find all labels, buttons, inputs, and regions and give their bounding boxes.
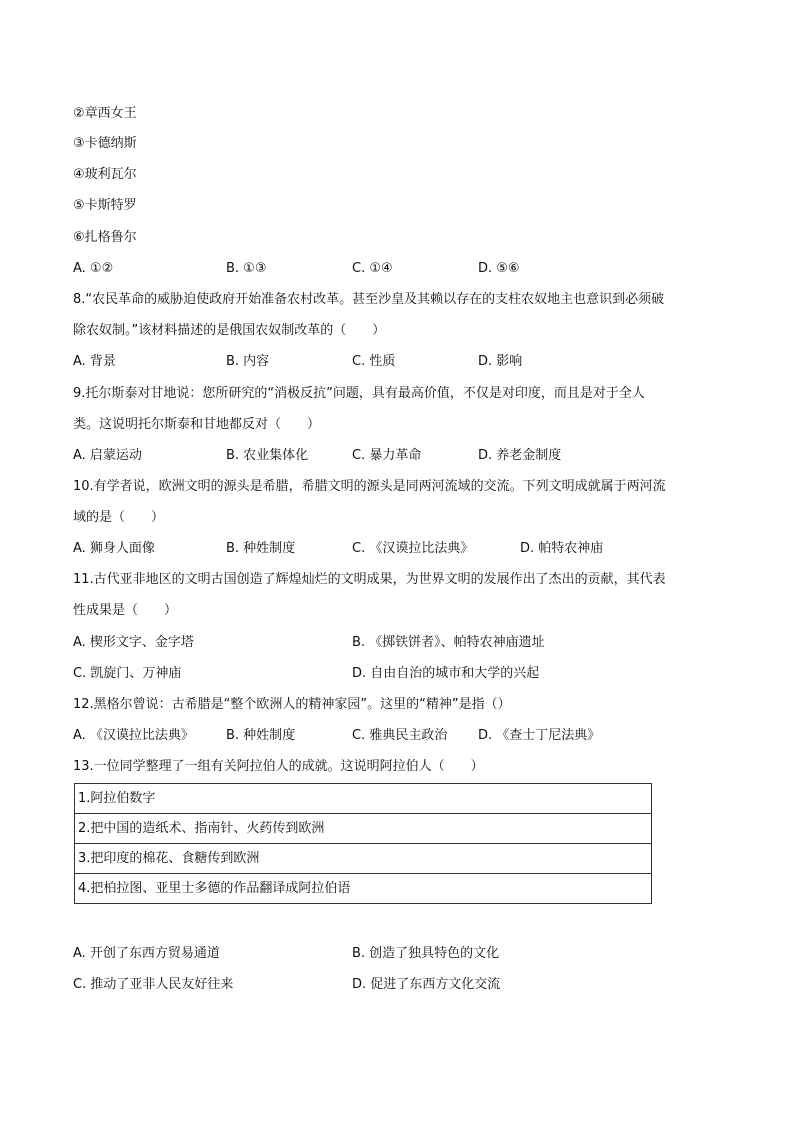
q8-option-c: C. 性质 (352, 354, 396, 369)
q10-stem-line1: 10.有学者说，欧洲文明的源头是希腊，希腊文明的源头是同两河流域的交流。下列文明成就属于两河流 (73, 479, 666, 494)
q12-option-b: B. 种姓制度 (226, 728, 296, 743)
q7-option-a: A. ①② (73, 261, 114, 276)
q8-option-a: A. 背景 (73, 354, 116, 369)
q11-stem-line2: 性成果是（ ） (73, 603, 178, 618)
table-row (75, 874, 652, 904)
q9-option-a: A. 启蒙运动 (73, 448, 142, 463)
q13-stem: 13.一位同学整理了一组有关阿拉伯人的成就。这说明阿拉伯人（ ） (73, 759, 484, 774)
q10-option-b: B. 种姓制度 (226, 541, 296, 556)
q7-item-3: ③卡德纳斯 (73, 136, 137, 151)
q11-option-b: B. 《掷铁饼者》、帕特农神庙遗址 (352, 635, 545, 650)
q10-option-a: A. 狮身人面像 (73, 541, 155, 556)
q9-stem-line2: 类。这说明托尔斯泰和甘地都反对（ ） (73, 417, 321, 432)
q11-option-d: D. 自由自治的城市和大学的兴起 (352, 666, 540, 681)
table-row (75, 814, 652, 844)
q7-option-d: D. ⑤⑥ (478, 261, 520, 276)
q7-item-6: ⑥扎格鲁尔 (73, 230, 137, 245)
q11-stem-line1: 11.古代亚非地区的文明古国创造了辉煌灿烂的文明成果，为世界文明的发展作出了杰出的贡献，其代表 (73, 572, 666, 587)
q11-option-c: C. 凯旋门、万神庙 (73, 666, 182, 681)
q8-option-b: B. 内容 (226, 354, 270, 369)
table-cell: 1.阿拉伯数字 (75, 784, 652, 814)
q9-option-d: D. 养老金制度 (478, 448, 562, 463)
q13-option-b: B. 创造了独具特色的文化 (352, 946, 500, 961)
table-cell: 3.把印度的棉花、食糖传到欧洲 (75, 844, 652, 874)
q10-stem-line2: 域的是（ ） (73, 510, 165, 525)
q7-item-4: ④玻利瓦尔 (73, 167, 137, 182)
q12-option-c: C. 雅典民主政治 (352, 728, 448, 743)
q9-stem-line1: 9.托尔斯泰对甘地说：您所研究的“消极反抗”问题，具有最高价值，不仅是对印度，而且是对于全人 (73, 386, 645, 401)
q13-achievements-table (74, 783, 652, 904)
q13-option-c: C. 推动了亚非人民友好往来 (73, 977, 234, 992)
q10-option-d: D. 帕特农神庙 (520, 541, 604, 556)
table-row (75, 844, 652, 874)
q12-option-d: D. 《查士丁尼法典》 (478, 728, 601, 743)
q7-item-2: ②章西女王 (73, 106, 137, 121)
q8-stem-line2: 除农奴制。”该材料描述的是俄国农奴制改革的（ ） (73, 323, 386, 338)
q9-option-b: B. 农业集体化 (226, 448, 309, 463)
q13-option-d: D. 促进了东西方文化交流 (352, 977, 501, 992)
q8-option-d: D. 影响 (478, 354, 523, 369)
q7-item-5: ⑤卡斯特罗 (73, 198, 137, 213)
table-cell: 4.把柏拉图、亚里士多德的作品翻译成阿拉伯语 (75, 874, 652, 904)
q13-option-a: A. 开创了东西方贸易通道 (73, 946, 220, 961)
q12-option-a: A. 《汉谟拉比法典》 (73, 728, 194, 743)
q9-option-c: C. 暴力革命 (352, 448, 422, 463)
table-cell: 2.把中国的造纸术、指南针、火药传到欧洲 (75, 814, 652, 844)
q7-option-c: C. ①④ (352, 261, 393, 276)
q10-option-c: C. 《汉谟拉比法典》 (352, 541, 474, 556)
q8-stem-line1: 8.“农民革命的威胁迫使政府开始准备农村改革。甚至沙皇及其赖以存在的支柱农奴地主也意识到必须破 (73, 292, 665, 307)
table-row (75, 784, 652, 814)
q11-option-a: A. 楔形文字、金字塔 (73, 635, 194, 650)
q7-option-b: B. ①③ (226, 261, 267, 276)
q12-stem: 12.黑格尔曾说：古希腊是“整个欧洲人的精神家园”。这里的“精神”是指（） (73, 697, 511, 712)
